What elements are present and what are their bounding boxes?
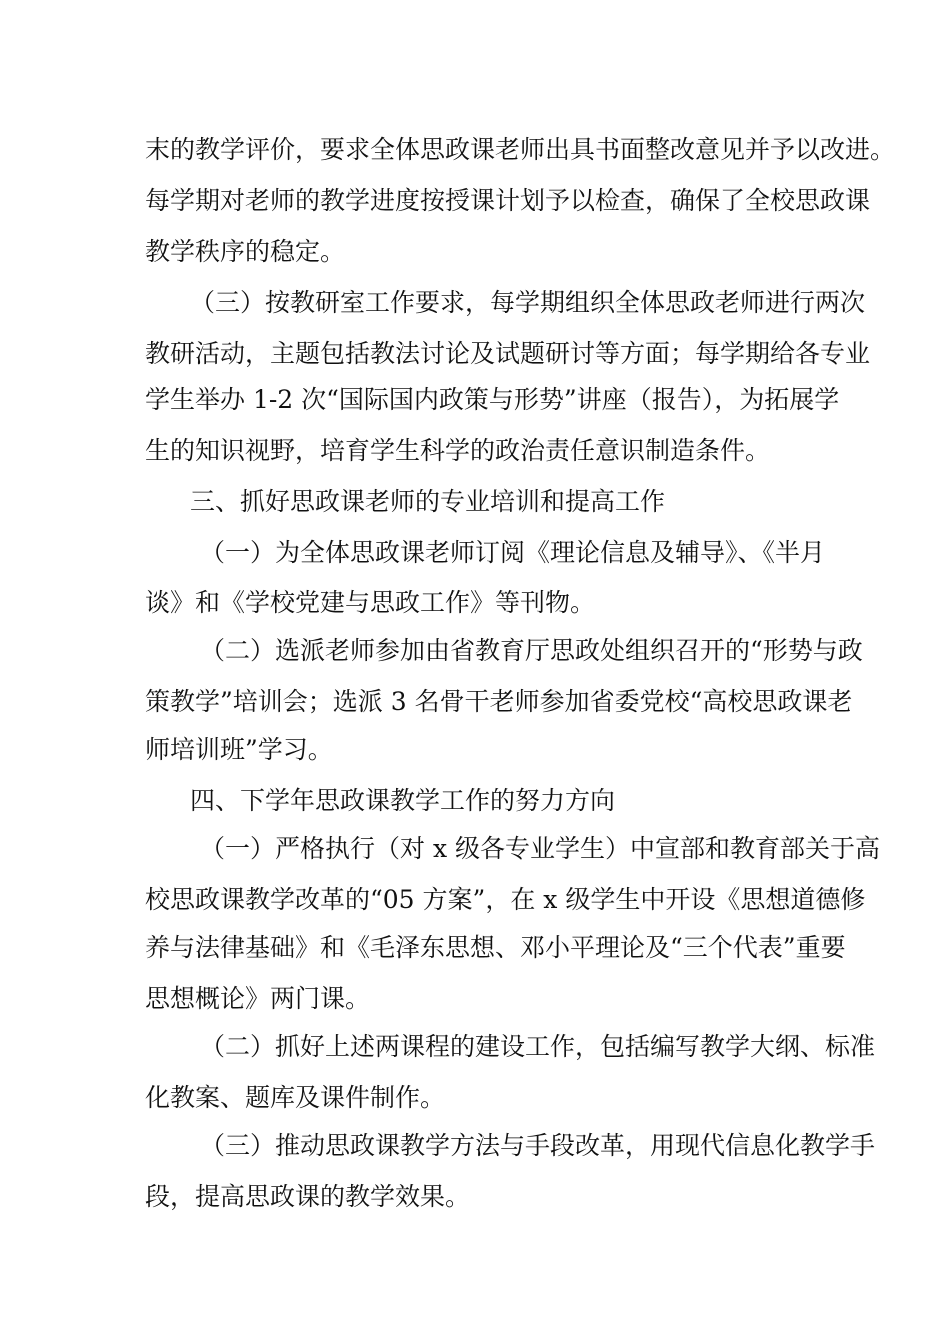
text-line: （二）抓好上述两课程的建设工作，包括编写教学大纲、标准 (200, 1032, 876, 1061)
text-line: 策教学”培训会；选派 3 名骨干老师参加省委党校“高校思政课老 (145, 687, 853, 716)
text-line: （一）严格执行（对 x 级各专业学生）中宣部和教育部关于高 (200, 834, 880, 863)
text-line: 校思政课教学改革的“05 方案”，在 x 级学生中开设《思想道德修 (145, 885, 866, 914)
text-line: 养与法律基础》和《毛泽东思想、邓小平理论及“三个代表”重要 (145, 933, 846, 962)
text-line: （三）推动思政课教学方法与手段改革，用现代信息化教学手 (200, 1131, 876, 1160)
text-line: 谈》和《学校党建与思政工作》等刊物。 (145, 588, 596, 617)
section-heading: 四、下学年思政课教学工作的努力方向 (190, 786, 616, 815)
section-heading: 三、抓好思政课老师的专业培训和提高工作 (190, 487, 666, 516)
text-line: （三）按教研室工作要求，每学期组织全体思政老师进行两次 (190, 288, 866, 317)
text-line: （二）选派老师参加由省教育厅思政处组织召开的“形势与政 (200, 636, 863, 665)
text-line: 段，提高思政课的教学效果。 (145, 1182, 471, 1211)
text-line: 末的教学评价，要求全体思政课老师出具书面整改意见并予以改进。 (145, 135, 896, 164)
text-line: 教学秩序的稳定。 (145, 237, 346, 266)
text-line: 化教案、题库及课件制作。 (145, 1083, 446, 1112)
text-line: 学生举办 1-2 次“国际国内政策与形势”讲座（报告），为拓展学 (145, 385, 840, 414)
text-line: 师培训班”学习。 (145, 735, 333, 764)
text-line: （一）为全体思政课老师订阅《理论信息及辅导》、《半月 (200, 538, 826, 567)
text-line: 每学期对老师的教学进度按授课计划予以检查，确保了全校思政课 (145, 186, 871, 215)
text-line: 思想概论》两门课。 (145, 984, 371, 1013)
text-line: 生的知识视野，培育学生科学的政治责任意识制造条件。 (145, 436, 771, 465)
text-line: 教研活动，主题包括教法讨论及试题研讨等方面；每学期给各专业 (145, 339, 871, 368)
